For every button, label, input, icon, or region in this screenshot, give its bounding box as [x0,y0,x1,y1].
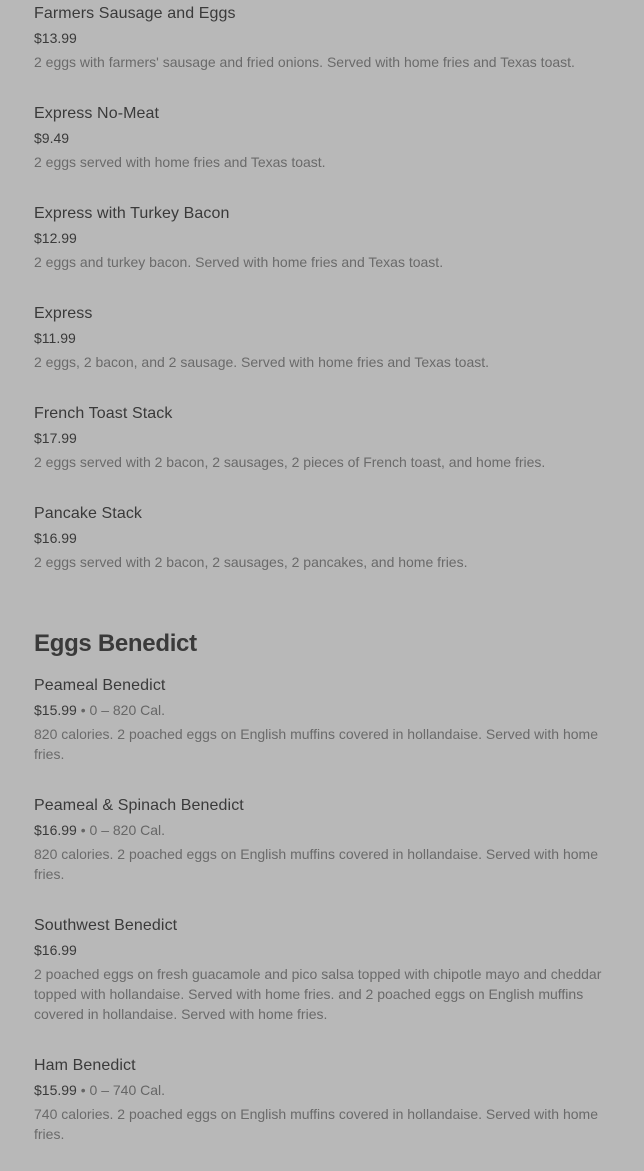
item-name: Peameal Benedict [34,677,166,694]
item-name: Express No-Meat [34,105,160,122]
menu-item[interactable] [34,404,616,472]
item-name: Pancake Stack [34,505,143,522]
item-description: 2 eggs with farmers' sausage and fried onions. Served with home fries and Texas toast. [34,54,575,70]
item-meta [34,1080,616,1100]
item-description: 2 eggs, 2 bacon, and 2 sausage. Served with home fries and Texas toast. [34,354,490,370]
item-name: Southwest Benedict [34,917,178,934]
item-price: $11.99 [34,330,76,346]
item-description: 2 eggs served with home fries and Texas toast. [34,154,326,170]
separator: • [76,822,90,838]
item-description: 2 eggs served with 2 bacon, 2 sausages, 2 pancakes, and home fries. [34,554,468,570]
separator: • [76,702,90,718]
item-description: 2 eggs served with 2 bacon, 2 sausages, 2 pieces of French toast, and home fries. [34,454,546,470]
menu-item[interactable] [34,504,616,572]
menu-item[interactable] [34,796,616,884]
item-name: Ham Benedict [34,1057,136,1074]
item-description: 820 calories. 2 poached eggs on English muffins covered in hollandaise. Served with home fries. [34,726,598,762]
item-description: 2 eggs and turkey bacon. Served with home fries and Texas toast. [34,254,444,270]
separator: • [76,1082,90,1098]
item-meta [34,820,616,840]
item-price: $16.99 [34,942,77,958]
item-calories: 0 – 820 Cal. [89,702,166,718]
item-description: 740 calories. 2 poached eggs on English muffins covered in hollandaise. Served with home fries. [34,1106,598,1142]
item-name: Express with Turkey Bacon [34,205,230,222]
section-title: Eggs Benedict [34,630,197,657]
item-name: Peameal & Spinach Benedict [34,797,244,814]
menu-item[interactable] [34,204,616,272]
menu-item[interactable] [34,916,622,1024]
item-description: 2 poached eggs on fresh guacamole and pico salsa topped with chipotle mayo and cheddar topped with hollandaise. Served with home fries. and 2 poached eggs on English muffins covered in hollandaise. Served with home fries. [34,966,602,1022]
item-calories: 0 – 820 Cal. [89,822,166,838]
item-price: $17.99 [34,430,77,446]
menu-item[interactable] [34,304,616,372]
item-meta [34,700,616,720]
menu-item[interactable] [34,104,616,172]
menu-item[interactable] [34,1056,616,1144]
item-name: Farmers Sausage and Eggs [34,5,236,22]
item-description: 820 calories. 2 poached eggs on English muffins covered in hollandaise. Served with home fries. [34,846,598,882]
item-price: $15.99 [34,702,77,718]
item-price: $16.99 [34,530,77,546]
item-name: French Toast Stack [34,405,173,422]
item-name: Express [34,305,93,322]
item-price: $15.99 [34,1082,77,1098]
item-calories: 0 – 740 Cal. [89,1082,166,1098]
menu-item[interactable] [34,676,616,764]
item-price: $16.99 [34,822,77,838]
item-price: $13.99 [34,30,77,46]
item-price: $12.99 [34,230,77,246]
menu-item[interactable] [34,4,616,72]
item-price: $9.49 [34,130,70,146]
